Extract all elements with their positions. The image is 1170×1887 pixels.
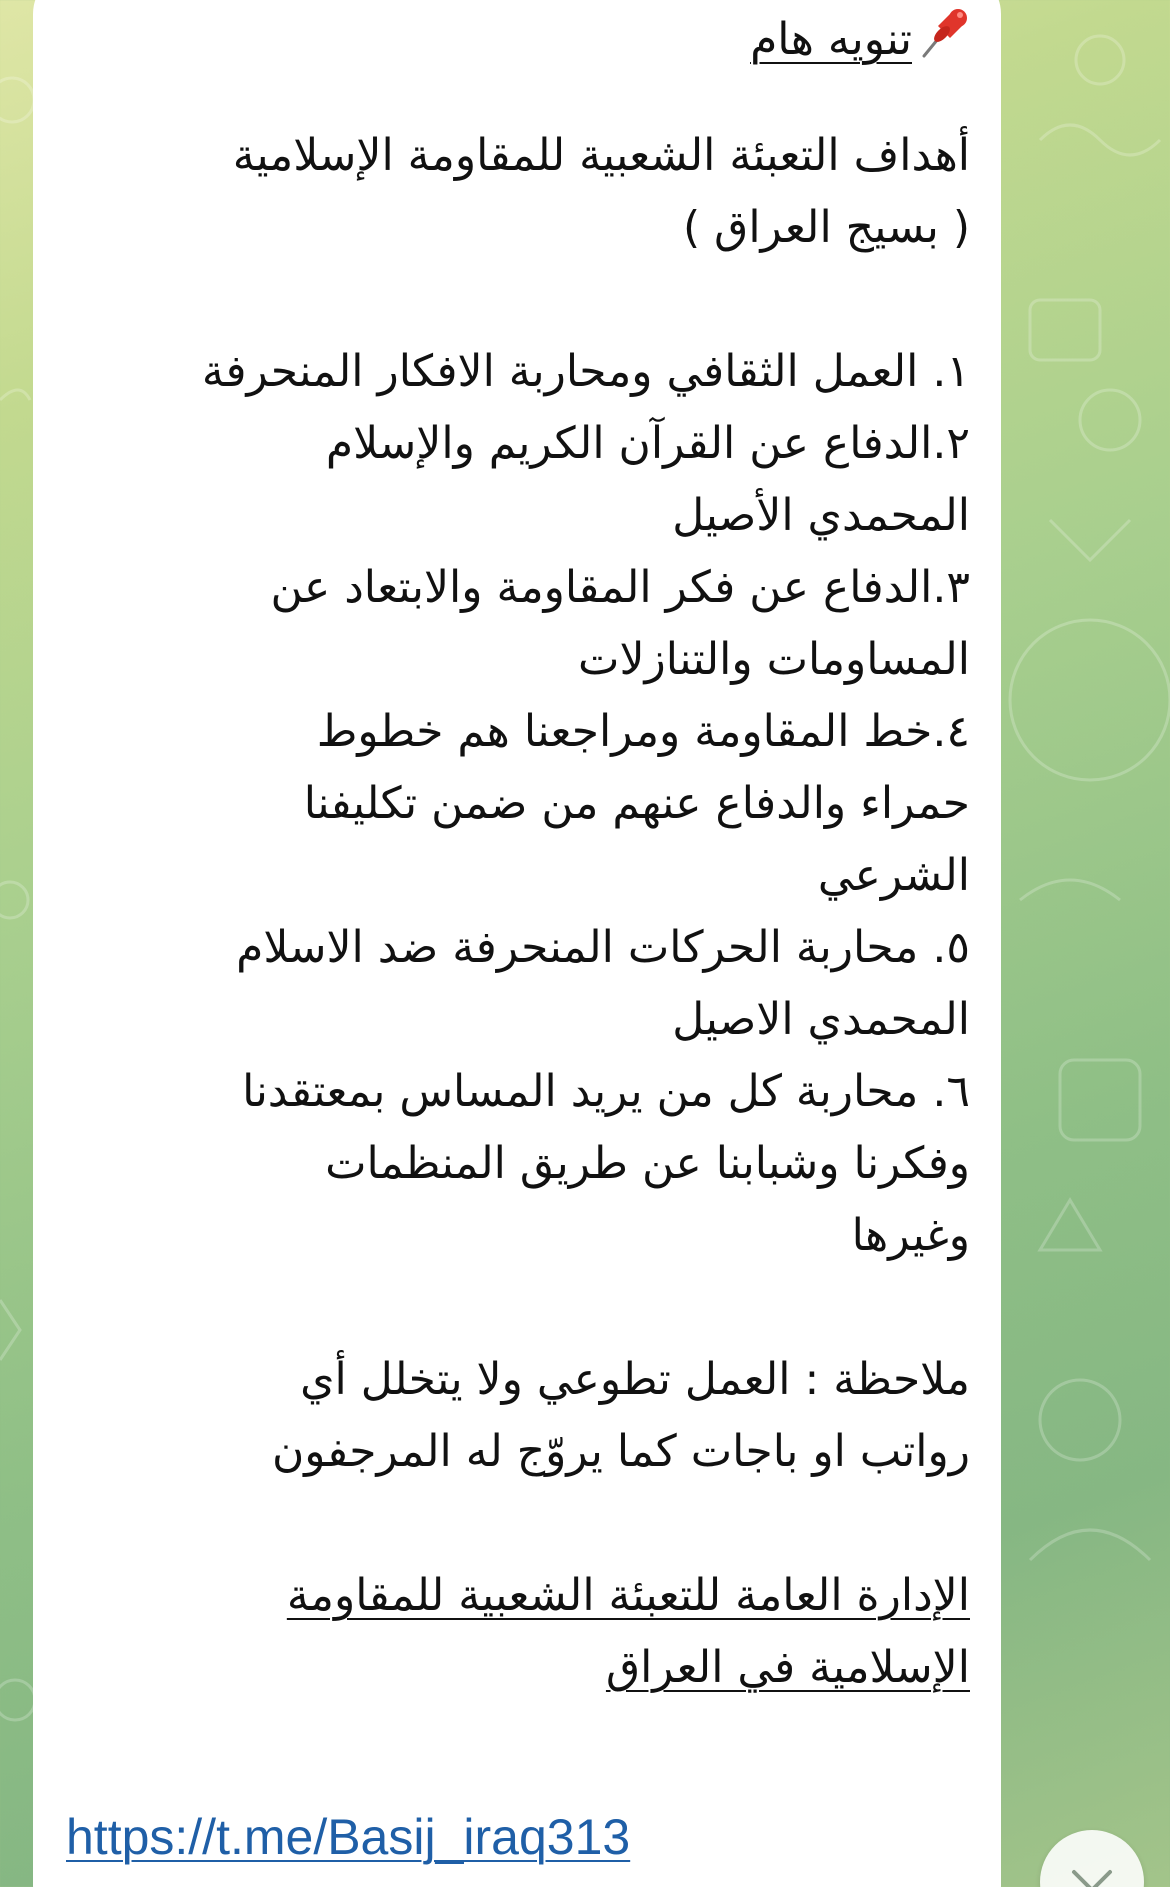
message-header — [750, 4, 970, 76]
goal-6-cont: وفكرنا وشبابنا عن طريق المنظمات — [325, 1138, 970, 1189]
goal-6-cont-2: وغيرها — [851, 1210, 970, 1261]
goal-2: ٢.الدفاع عن القرآن الكريم والإسلام — [325, 418, 970, 469]
goal-4: ٤.خط المقاومة ومراجعنا هم خطوط — [316, 706, 970, 757]
signature-line-1: الإدارة العامة للتعبئة الشعبية للمقاومة — [286, 1570, 970, 1621]
goal-5: ٥. محاربة الحركات المنحرفة ضد الاسلام — [236, 922, 970, 973]
chevron-down-icon — [1070, 1868, 1114, 1887]
goal-6: ٦. محاربة كل من يريد المساس بمعتقدنا — [242, 1066, 970, 1117]
header-title: تنويه هام — [750, 14, 912, 65]
telegram-channel-link[interactable]: https://t.me/Basij_iraq313 — [66, 1809, 631, 1865]
note-line-2: رواتب او باجات كما يروّج له المرجفون — [271, 1426, 970, 1477]
goal-4-cont-2: الشرعي — [817, 850, 970, 901]
pushpin-icon — [918, 4, 970, 60]
note-line-1: ملاحظة : العمل تطوعي ولا يتخلل أي — [300, 1354, 970, 1405]
signature-line-2: الإسلامية في العراق — [605, 1642, 970, 1693]
goal-3: ٣.الدفاع عن فكر المقاومة والابتعاد عن — [270, 562, 970, 613]
goals-title-line-1: أهداف التعبئة الشعبية للمقاومة الإسلامية — [232, 130, 970, 181]
goal-3-cont: المساومات والتنازلات — [578, 634, 970, 685]
goal-4-cont: حمراء والدفاع عنهم من ضمن تكليفنا — [303, 778, 970, 829]
goal-2-cont: المحمدي الأصيل — [672, 490, 970, 541]
goal-1: ١. العمل الثقافي ومحاربة الافكار المنحرفة — [201, 346, 970, 397]
goal-5-cont: المحمدي الاصيل — [672, 994, 970, 1045]
goals-title-line-2: ( بسيج العراق ) — [683, 202, 970, 253]
